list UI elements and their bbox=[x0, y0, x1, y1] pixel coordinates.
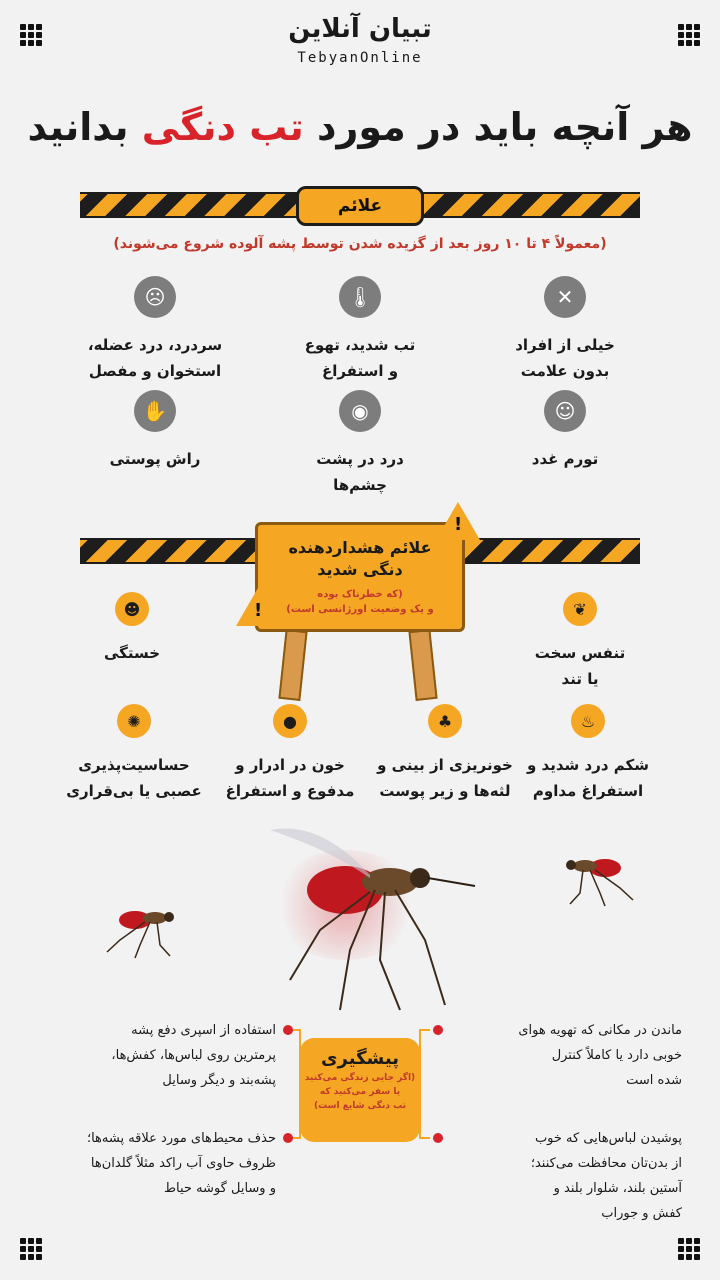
bullet-dot bbox=[283, 1133, 293, 1143]
bullet-dot bbox=[283, 1025, 293, 1035]
mosquito-icon bbox=[545, 838, 645, 908]
mosquito-icon bbox=[250, 820, 490, 1020]
warning-item: ● خون در ادرار و مدفوع و استفراغ bbox=[190, 704, 390, 804]
warning-triangle-icon: ! bbox=[436, 502, 480, 540]
sign-leg bbox=[408, 629, 437, 701]
prevention-item: حذف محیط‌های مورد علاقه پشه‌ها؛ ظروف حاوی آب راکد مثلاً گلدان‌ها و وسایل گوشه حیاط bbox=[86, 1131, 276, 1196]
warning-item: ❦ تنفس سخت یا تند bbox=[480, 592, 680, 692]
rash-icon: ✋ bbox=[134, 390, 176, 432]
symptom-item: ☺ تورم غدد bbox=[465, 390, 665, 472]
symptom-item: ☹ سردرد، درد عضله، استخوان و مفصل bbox=[55, 276, 255, 384]
nerve-icon: ✺ bbox=[117, 704, 151, 738]
symptoms-badge: علائم bbox=[296, 186, 424, 226]
prevention-badge: پیشگیری (اگر جایی زندگی می‌کنید یا سفر می‌کنید که تب دنگی شایع است) bbox=[300, 1038, 420, 1142]
x-icon: ✕ bbox=[544, 276, 586, 318]
corner-dots-icon bbox=[20, 1238, 42, 1260]
warning-item: ☻ خستگی bbox=[32, 592, 232, 666]
bullet-dot bbox=[433, 1133, 443, 1143]
tired-icon: ☻ bbox=[115, 592, 149, 626]
eye-icon: ◉ bbox=[339, 390, 381, 432]
warning-sign: علائم هشداردهنده دنگی شدید (که خطرناک بوده و یک وضعیت اورژانسی است) bbox=[255, 522, 465, 632]
corner-dots-icon bbox=[678, 1238, 700, 1260]
bullet-dot bbox=[433, 1025, 443, 1035]
sign-leg bbox=[278, 629, 307, 701]
symptoms-subtitle: (معمولاً ۴ تا ۱۰ روز بعد از گزیده شدن توسط پشه آلوده شروع می‌شوند) bbox=[113, 236, 607, 252]
prevention-item: استفاده از اسپری دفع پشه پرمترین روی لباس‌ها، کفش‌ها، پشه‌بند و دیگر وسایل bbox=[111, 1023, 276, 1088]
mosquito-icon bbox=[95, 890, 195, 960]
warning-item: ✺ حساسیت‌پذیری عصبی یا بی‌قراری bbox=[34, 704, 234, 804]
symptom-item: 🌡 تب شدید، تهوع و استفراغ bbox=[260, 276, 460, 384]
lungs-icon: ❦ bbox=[563, 592, 597, 626]
gland-icon: ☺ bbox=[544, 390, 586, 432]
symptom-item: ✕ خیلی از افراد بدون علامت bbox=[465, 276, 665, 384]
warning-item: ♣ خونریزی از بینی و لثه‌ها و زیر پوست bbox=[345, 704, 545, 804]
bleeding-icon: ♣ bbox=[428, 704, 462, 738]
prevention-item: ماندن در مکانی که تهویه هوای خوبی دارد یا کاملاً کنترل شده است bbox=[518, 1023, 682, 1088]
symptom-item: ◉ درد در پشت چشم‌ها bbox=[260, 390, 460, 498]
thermometer-icon: 🌡 bbox=[339, 276, 381, 318]
warning-item: ♨ شکم درد شدید و استفراغ مداوم bbox=[488, 704, 688, 804]
prevention-item: پوشیدن لباس‌هایی که خوب از بدن‌تان محافظت می‌کنند؛ آستین بلند، شلوار بلند و کفش و جوراب bbox=[530, 1131, 682, 1221]
warning-triangle-icon: ! bbox=[236, 588, 280, 626]
stomach-icon: ♨ bbox=[571, 704, 605, 738]
headache-icon: ☹ bbox=[134, 276, 176, 318]
page-title: هر آنچه باید در مورد تب دنگی بدانید bbox=[27, 105, 693, 149]
logo-en: TebyanOnline bbox=[297, 50, 423, 66]
blood-drop-icon: ● bbox=[273, 704, 307, 738]
logo-fa: تبیان آنلاین bbox=[288, 14, 432, 44]
symptom-item: ✋ راش پوستی bbox=[55, 390, 255, 472]
